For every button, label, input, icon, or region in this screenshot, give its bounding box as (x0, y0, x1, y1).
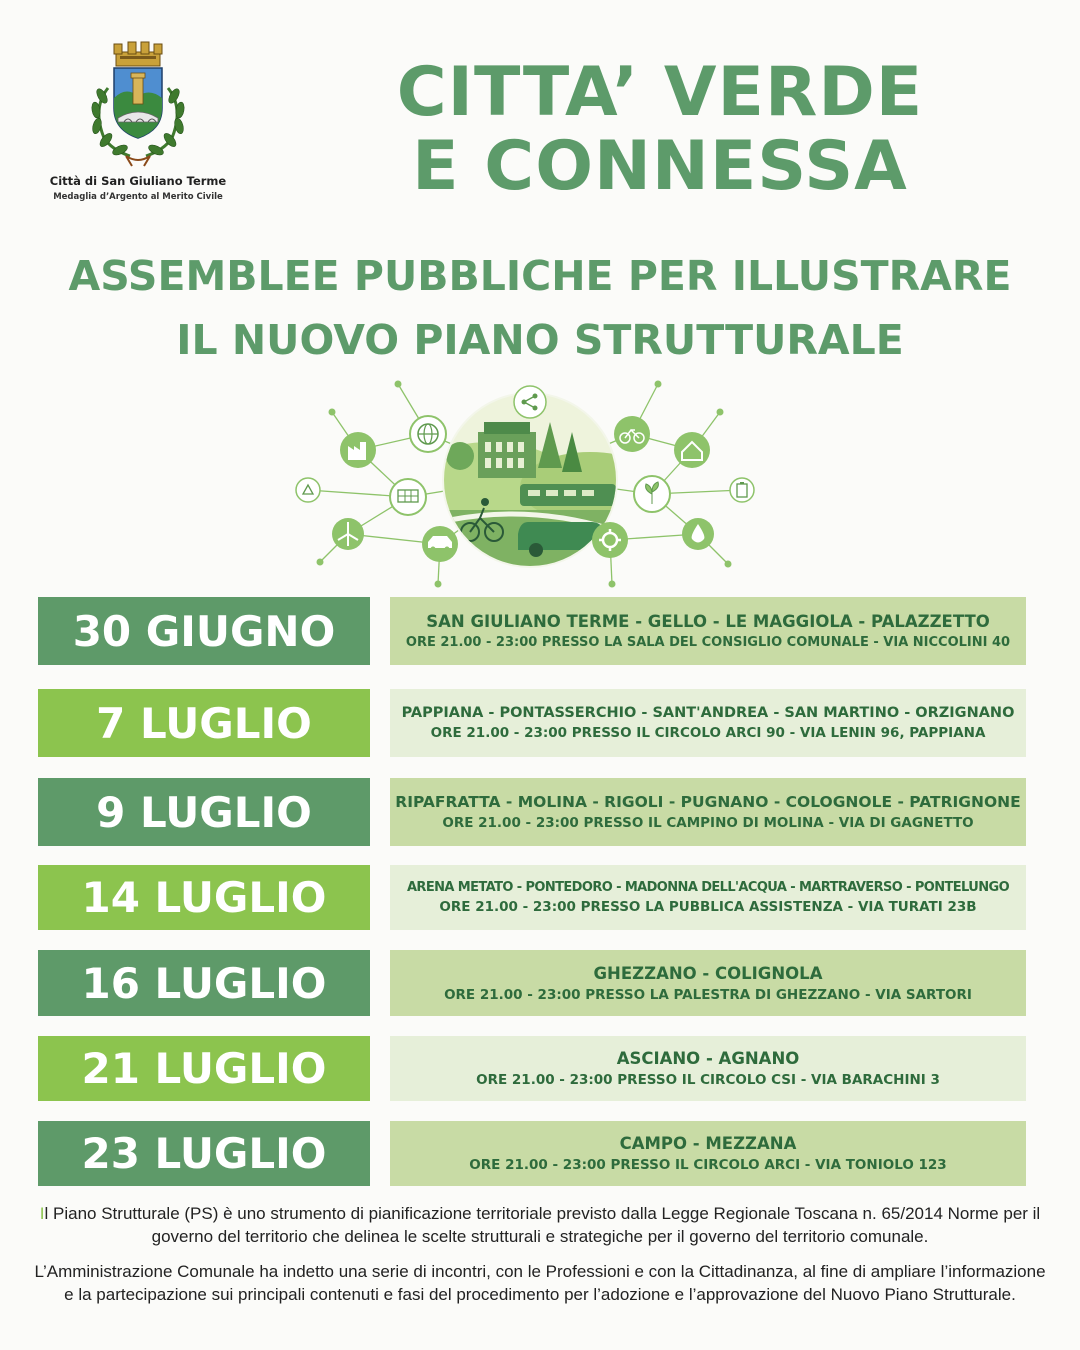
event-info (390, 689, 1026, 757)
event-date: 30 GIUGNO (38, 597, 370, 665)
event-info (390, 1036, 1026, 1101)
globe-icon (410, 416, 446, 452)
event-details: ORE 21.00 - 23:00 PRESSO IL CIRCOLO CSI - VIA BARACHINI 3 (476, 1072, 940, 1088)
event-info (390, 865, 1026, 930)
event-date: 9 LUGLIO (38, 778, 370, 846)
title-line-1: CITTA’ VERDE (396, 53, 924, 132)
water-drop-icon (682, 518, 714, 550)
event-places: ARENA METATO - PONTEDORO - MADONNA DELL'ACQUA - MARTRAVERSO - PONTELUNGO (406, 880, 1010, 895)
page-subtitle (0, 244, 1080, 372)
event-details: ORE 21.00 - 23:00 PRESSO IL CIRCOLO ARCI 90 - VIA LENIN 96, PAPPIANA (430, 725, 986, 741)
ev-car-icon (422, 526, 458, 562)
event-places: CAMPO - MEZZANA (619, 1134, 797, 1153)
house-icon (674, 432, 710, 468)
windmill-icon (332, 518, 364, 550)
recycle-icon (296, 478, 320, 502)
event-row (38, 950, 1026, 1016)
city-medal-text: Medaglia d’Argento al Merito Civile (53, 192, 223, 202)
event-date: 7 LUGLIO (38, 689, 370, 757)
city-name: Città di San Giuliano Terme (49, 174, 227, 188)
event-info (390, 597, 1026, 665)
paragraph-initial: I (39, 1204, 45, 1223)
factory-icon (340, 432, 376, 468)
battery-icon (730, 478, 754, 502)
event-details: ORE 21.00 - 23:00 PRESSO IL CIRCOLO ARCI - VIA TONIOLO 123 (469, 1157, 947, 1173)
event-row (38, 689, 1026, 757)
event-date: 16 LUGLIO (38, 950, 370, 1016)
crown-icon (114, 42, 162, 66)
event-date: 23 LUGLIO (38, 1121, 370, 1186)
event-places: SAN GIULIANO TERME - GELLO - LE MAGGIOLA - PALAZZETTO (426, 612, 990, 631)
paragraph-body: l Piano Strutturale (PS) è uno strumento di pianificazione territoriale previsto dalla Legge Regionale Toscana n. 65/2014 Norme per il governo del territorio che delinea le scelte strutturali e strategiche per il governo del territorio comunale. (44, 1204, 1041, 1246)
description-paragraph-2: L’Amministrazione Comunale ha indetto una serie di incontri, con le Professioni e con la Cittadinanza, al fine di ampliare l’informazione e la partecipazione sui principali contenuti e fasi del procedimento per l’adozione e l’approvazione del Nuovo Piano Strutturale. (34, 1262, 1046, 1304)
event-details: ORE 21.00 - 23:00 PRESSO IL CAMPINO DI MOLINA - VIA DI GAGNETTO (442, 815, 974, 831)
event-date: 21 LUGLIO (38, 1036, 370, 1101)
solar-panel-icon (390, 479, 426, 515)
event-info (390, 778, 1026, 846)
event-row (38, 1121, 1026, 1186)
event-places: GHEZZANO - COLIGNOLA (593, 963, 823, 983)
share-icon (514, 386, 546, 418)
description-text (30, 1202, 1050, 1306)
green-city-illustration (280, 372, 780, 592)
subtitle-line-1: ASSEMBLEE PUBBLICHE PER ILLUSTRARE (68, 252, 1012, 300)
event-row (38, 865, 1026, 930)
description-paragraph-1 (30, 1202, 1050, 1248)
bicycle-icon (614, 416, 650, 452)
page-title (380, 53, 940, 206)
event-details: ORE 21.00 - 23:00 PRESSO LA PUBBLICA ASSISTENZA - VIA TURATI 23B (439, 899, 977, 915)
event-info (390, 1121, 1026, 1186)
city-crest-logo (78, 38, 198, 173)
event-places: ASCIANO - AGNANO (616, 1049, 800, 1068)
event-date: 14 LUGLIO (38, 865, 370, 930)
title-line-2: E CONNESSA (412, 127, 908, 206)
event-row (38, 778, 1026, 846)
event-info (390, 950, 1026, 1016)
event-places: PAPPIANA - PONTASSERCHIO - SANT'ANDREA - SAN MARTINO - ORZIGNANO (401, 705, 1015, 721)
plant-icon (634, 476, 670, 512)
event-row (38, 597, 1026, 665)
subtitle-line-2: IL NUOVO PIANO STRUTTURALE (176, 316, 904, 364)
gear-icon (592, 522, 628, 558)
event-places: RIPAFRATTA - MOLINA - RIGOLI - PUGNANO - COLOGNOLE - PATRIGNONE (395, 793, 1021, 811)
event-row (38, 1036, 1026, 1101)
event-details: ORE 21.00 - 23:00 PRESSO LA SALA DEL CONSIGLIO COMUNALE - VIA NICCOLINI 40 (405, 635, 1011, 650)
event-details: ORE 21.00 - 23:00 PRESSO LA PALESTRA DI GHEZZANO - VIA SARTORI (444, 986, 972, 1003)
